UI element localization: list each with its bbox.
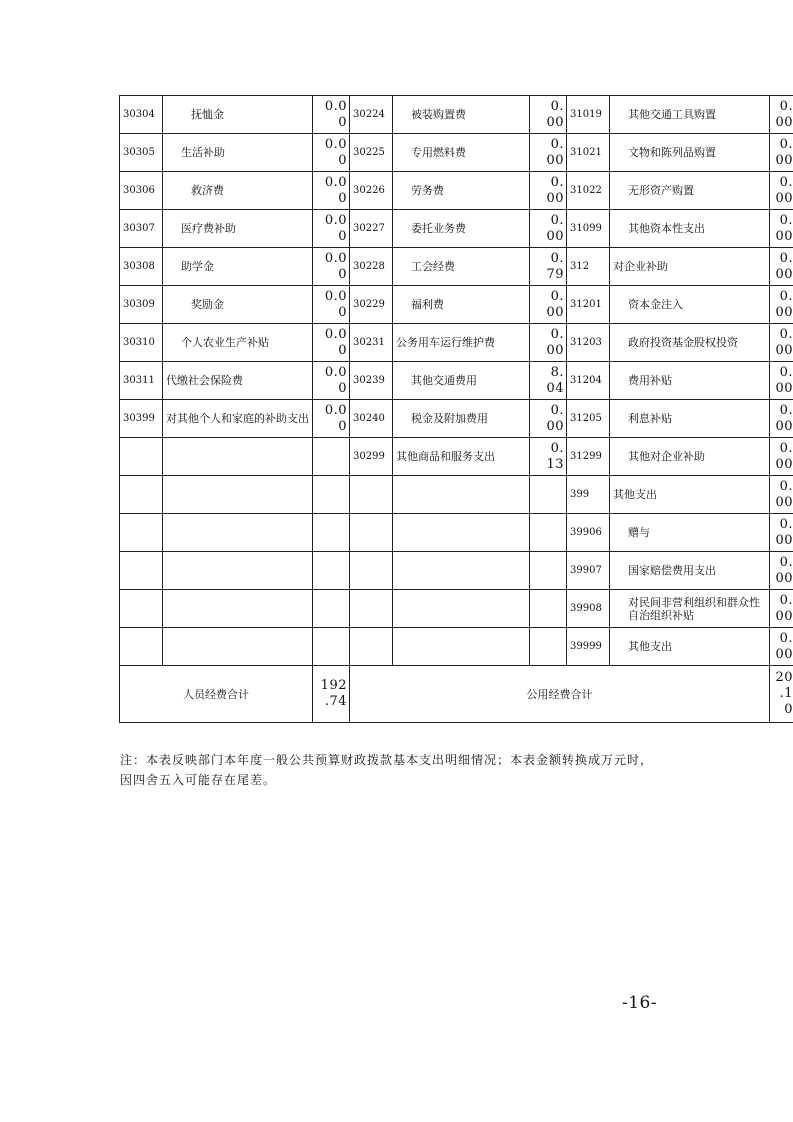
item-code-cell: 30228	[350, 248, 393, 286]
item-name-cell	[163, 628, 313, 666]
item-name-cell: 其他商品和服务支出	[393, 438, 530, 476]
item-amount-cell: 0.0 0	[313, 210, 350, 248]
item-code-cell	[350, 476, 393, 514]
item-code-cell: 30308	[120, 248, 163, 286]
item-amount-cell	[313, 476, 350, 514]
item-name-cell	[163, 514, 313, 552]
item-code-cell: 30307	[120, 210, 163, 248]
item-amount-cell	[530, 476, 567, 514]
personnel-total-label: 人员经费合计	[120, 666, 313, 723]
item-amount-cell: 0. 00	[770, 248, 793, 286]
item-amount-cell: 0. 00	[770, 400, 793, 438]
item-amount-cell	[530, 628, 567, 666]
item-amount-cell: 0. 00	[770, 286, 793, 324]
item-amount-cell: 0. 79	[530, 248, 567, 286]
item-code-cell	[350, 590, 393, 628]
item-name-cell: 其他支出	[610, 476, 770, 514]
table-row	[120, 514, 793, 552]
item-amount-cell: 0. 00	[530, 172, 567, 210]
item-amount-cell: 8. 04	[530, 362, 567, 400]
item-code-cell: 30304	[120, 96, 163, 134]
item-name-cell: 对其他个人和家庭的补助支出	[163, 400, 313, 438]
item-amount-cell: 0. 00	[770, 96, 793, 134]
item-name-cell: 委托业务费	[393, 210, 530, 248]
table-row	[120, 324, 793, 362]
item-name-cell: 其他交通工具购置	[610, 96, 770, 134]
item-name-cell	[393, 628, 530, 666]
item-name-cell: 其他对企业补助	[610, 438, 770, 476]
item-name-cell: 对企业补助	[610, 248, 770, 286]
item-amount-cell: 0.0 0	[313, 134, 350, 172]
table-row	[120, 400, 793, 438]
personnel-total-amount: 192 .74	[313, 666, 350, 723]
table-row	[120, 134, 793, 172]
item-amount-cell: 0. 13	[530, 438, 567, 476]
item-code-cell: 30399	[120, 400, 163, 438]
item-code-cell: 31299	[567, 438, 610, 476]
item-amount-cell: 0. 00	[530, 96, 567, 134]
item-code-cell: 39906	[567, 514, 610, 552]
item-code-cell: 39907	[567, 552, 610, 590]
item-amount-cell: 0. 00	[530, 210, 567, 248]
item-code-cell: 31099	[567, 210, 610, 248]
item-code-cell: 30226	[350, 172, 393, 210]
footnote-line-2: 因四舍五入可能存在尾差。	[120, 773, 277, 787]
table-row	[120, 248, 793, 286]
item-code-cell: 30240	[350, 400, 393, 438]
item-name-cell: 专用燃料费	[393, 134, 530, 172]
item-code-cell: 31204	[567, 362, 610, 400]
item-amount-cell: 0. 00	[770, 628, 793, 666]
item-amount-cell: 0.0 0	[313, 324, 350, 362]
item-name-cell	[393, 552, 530, 590]
item-name-cell: 政府投资基金股权投资	[610, 324, 770, 362]
item-code-cell: 31203	[567, 324, 610, 362]
table-row	[120, 476, 793, 514]
table-row	[120, 362, 793, 400]
item-code-cell: 399	[567, 476, 610, 514]
item-name-cell: 工会经费	[393, 248, 530, 286]
item-name-cell: 其他资本性支出	[610, 210, 770, 248]
item-name-cell: 奖励金	[163, 286, 313, 324]
item-name-cell	[393, 476, 530, 514]
item-amount-cell: 0. 00	[770, 210, 793, 248]
item-code-cell: 30224	[350, 96, 393, 134]
public-total-label: 公用经费合计	[350, 666, 770, 723]
item-amount-cell: 0. 00	[770, 134, 793, 172]
item-name-cell: 费用补贴	[610, 362, 770, 400]
item-name-cell: 税金及附加费用	[393, 400, 530, 438]
total-row	[120, 666, 793, 723]
item-name-cell: 公务用车运行维护费	[393, 324, 530, 362]
item-name-cell: 赠与	[610, 514, 770, 552]
item-amount-cell: 0. 00	[770, 476, 793, 514]
footnote-line-1: 注：本表反映部门本年度一般公共预算财政拨款基本支出明细情况；本表金额转换成万元时，	[120, 753, 654, 767]
item-code-cell: 30305	[120, 134, 163, 172]
item-code-cell: 30311	[120, 362, 163, 400]
item-amount-cell: 0.0 0	[313, 362, 350, 400]
item-name-cell: 国家赔偿费用支出	[610, 552, 770, 590]
item-name-cell: 资本金注入	[610, 286, 770, 324]
item-code-cell: 31021	[567, 134, 610, 172]
table-row	[120, 628, 793, 666]
item-code-cell: 39908	[567, 590, 610, 628]
item-name-cell: 医疗费补助	[163, 210, 313, 248]
item-code-cell: 30227	[350, 210, 393, 248]
item-name-cell	[163, 590, 313, 628]
item-amount-cell: 0.0 0	[313, 400, 350, 438]
item-code-cell: 30231	[350, 324, 393, 362]
item-name-cell: 被装购置费	[393, 96, 530, 134]
item-code-cell: 31205	[567, 400, 610, 438]
item-amount-cell: 0. 00	[770, 362, 793, 400]
item-code-cell: 312	[567, 248, 610, 286]
item-amount-cell	[530, 590, 567, 628]
item-amount-cell: 0.0 0	[313, 286, 350, 324]
item-code-cell: 31201	[567, 286, 610, 324]
item-amount-cell: 0. 00	[530, 134, 567, 172]
item-name-cell: 救济费	[163, 172, 313, 210]
item-code-cell	[350, 514, 393, 552]
item-amount-cell: 0.0 0	[313, 172, 350, 210]
item-amount-cell: 0. 00	[770, 172, 793, 210]
item-code-cell	[120, 438, 163, 476]
item-amount-cell	[313, 628, 350, 666]
item-code-cell: 30309	[120, 286, 163, 324]
item-code-cell: 30239	[350, 362, 393, 400]
item-amount-cell	[313, 590, 350, 628]
item-name-cell: 利息补贴	[610, 400, 770, 438]
item-amount-cell	[313, 514, 350, 552]
item-code-cell: 30299	[350, 438, 393, 476]
expenditure-detail-table	[119, 95, 793, 723]
item-name-cell: 其他支出	[610, 628, 770, 666]
table-row	[120, 590, 793, 628]
item-amount-cell: 0. 00	[530, 400, 567, 438]
item-name-cell	[163, 552, 313, 590]
item-code-cell	[120, 628, 163, 666]
item-code-cell	[120, 514, 163, 552]
item-name-cell: 生活补助	[163, 134, 313, 172]
item-name-cell	[163, 438, 313, 476]
table-row	[120, 438, 793, 476]
table-row	[120, 210, 793, 248]
item-name-cell: 福利费	[393, 286, 530, 324]
public-total-amount: 20 .1 0	[770, 666, 793, 723]
table-row	[120, 96, 793, 134]
item-code-cell	[350, 628, 393, 666]
item-amount-cell: 0.0 0	[313, 96, 350, 134]
table-row	[120, 172, 793, 210]
item-name-cell: 个人农业生产补贴	[163, 324, 313, 362]
item-name-cell: 无形资产购置	[610, 172, 770, 210]
item-amount-cell: 0.0 0	[313, 248, 350, 286]
item-amount-cell	[530, 514, 567, 552]
item-amount-cell: 0. 00	[770, 438, 793, 476]
item-name-cell: 抚恤金	[163, 96, 313, 134]
item-amount-cell: 0. 00	[770, 514, 793, 552]
item-amount-cell: 0. 00	[530, 324, 567, 362]
item-code-cell: 30306	[120, 172, 163, 210]
item-amount-cell: 0. 00	[530, 286, 567, 324]
item-amount-cell: 0. 00	[770, 552, 793, 590]
item-name-cell: 文物和陈列品购置	[610, 134, 770, 172]
table-row	[120, 286, 793, 324]
item-name-cell	[393, 590, 530, 628]
item-code-cell: 39999	[567, 628, 610, 666]
item-name-cell: 其他交通费用	[393, 362, 530, 400]
item-code-cell: 30229	[350, 286, 393, 324]
item-amount-cell	[530, 552, 567, 590]
item-name-cell: 对民间非营利组织和群众性自治组织补贴	[610, 590, 770, 628]
page-number: -16-	[622, 993, 658, 1013]
expenditure-detail-table-container	[119, 95, 793, 723]
item-name-cell	[163, 476, 313, 514]
item-code-cell: 30225	[350, 134, 393, 172]
item-code-cell: 31019	[567, 96, 610, 134]
item-amount-cell	[313, 552, 350, 590]
item-amount-cell: 0. 00	[770, 590, 793, 628]
item-code-cell	[350, 552, 393, 590]
item-code-cell: 31022	[567, 172, 610, 210]
item-code-cell	[120, 590, 163, 628]
item-code-cell	[120, 476, 163, 514]
item-name-cell: 助学金	[163, 248, 313, 286]
item-name-cell	[393, 514, 530, 552]
item-name-cell: 代缴社会保险费	[163, 362, 313, 400]
item-amount-cell: 0. 00	[770, 324, 793, 362]
item-code-cell	[120, 552, 163, 590]
table-row	[120, 552, 793, 590]
item-amount-cell	[313, 438, 350, 476]
item-code-cell: 30310	[120, 324, 163, 362]
item-name-cell: 劳务费	[393, 172, 530, 210]
table-footnote	[120, 750, 700, 790]
